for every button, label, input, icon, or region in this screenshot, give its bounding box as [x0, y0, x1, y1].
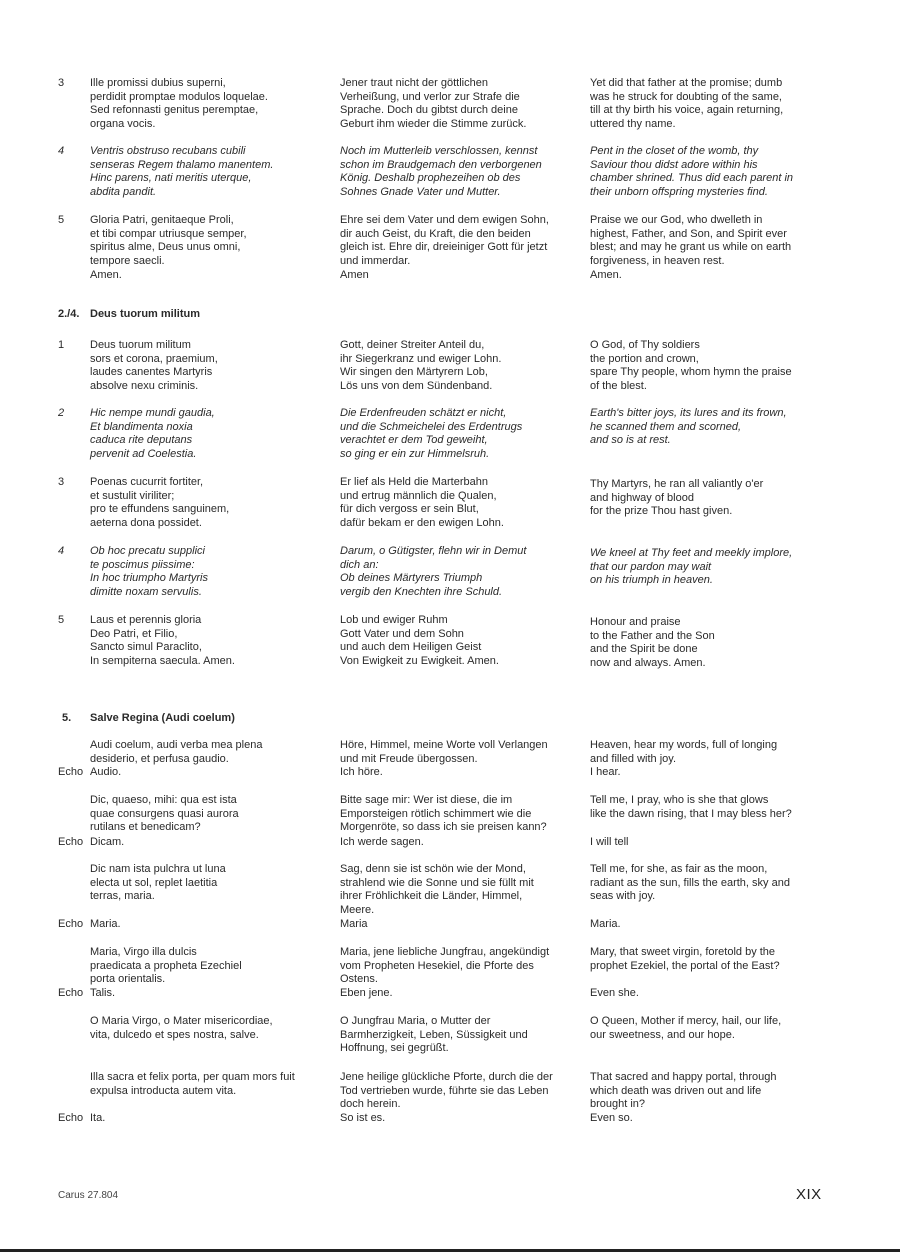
stanza-number: 1	[58, 339, 65, 351]
stanza-number: 3	[58, 77, 65, 89]
echo-german: Ich höre.	[340, 766, 383, 778]
german-text: Er lief als Held die Marterbahn und ertrug männlich die Qualen, für dich vergoss er sein Blut, dafür bekam er den ewigen Lohn.	[340, 476, 504, 530]
german-text: Die Erdenfreuden schätzt er nicht, und die Schmeichelei des Erdentrugs verachtet er dem Tod geweiht, so ging er ein zur Himmelsruh.	[340, 407, 523, 461]
echo-label: Echo	[58, 1112, 84, 1124]
german-text: Gott, deiner Streiter Anteil du, ihr Siegerkranz und ewiger Lohn. Wir singen den Märtyrern Lob, Lös uns von dem Sündenband.	[340, 339, 502, 393]
german-text: Sag, denn sie ist schön wie der Mond, strahlend wie die Sonne und sie füllt mit ihrer Fröhlichkeit die Länder, Himmel, Meere.	[340, 863, 534, 917]
echo-latin: Maria.	[90, 918, 121, 930]
latin-text: Dic, quaeso, mihi: qua est ista quae consurgens quasi aurora rutilans et benedicam?	[90, 794, 239, 834]
stanza-number: 2	[58, 407, 65, 419]
latin-text: Laus et perennis gloria Deo Patri, et Filio, Sancto simul Paraclito, In sempiterna saecula. Amen.	[90, 614, 235, 668]
latin-text: Ob hoc precatu supplici te poscimus piissime: In hoc triumpho Martyris dimitte noxam servulis.	[90, 545, 208, 599]
english-text: Tell me, I pray, who is she that glows like the dawn rising, that I may bless her?	[590, 794, 792, 820]
german-text: Höre, Himmel, meine Worte voll Verlangen und mit Freude übergossen.	[340, 739, 548, 765]
english-text: O God, of Thy soldiers the portion and crown, spare Thy people, whom hymn the praise of the blest.	[590, 339, 792, 393]
echo-english: Even so.	[590, 1112, 633, 1124]
german-text: Maria, jene liebliche Jungfrau, angekündigt vom Propheten Hesekiel, die Pforte des Ostens.	[340, 946, 550, 986]
english-text: Praise we our God, who dwelleth in highest, Father, and Son, and Spirit ever blest; and may he grant us while on earth forgiveness, in heaven rest. Amen.	[590, 214, 792, 281]
section-number: 2./4.	[58, 308, 80, 320]
english-text: Yet did that father at the promise; dumb was he struck for doubting of the same, till at thy birth his voice, again returning, uttered thy name.	[590, 77, 784, 131]
latin-text: Hic nempe mundi gaudia, Et blandimenta noxia caduca rite deputans pervenit ad Coelestia.	[90, 407, 215, 461]
english-text: That sacred and happy portal, through which death was driven out and life brought in?	[590, 1071, 777, 1111]
german-text: Jene heilige glückliche Pforte, durch die der Tod vertrieben wurde, führte sie das Leben doch herein.	[340, 1071, 553, 1111]
english-text: Honour and praise to the Father and the Son and the Spirit be done now and always. Amen.	[590, 616, 715, 670]
echo-label: Echo	[58, 987, 84, 999]
echo-english: Maria.	[590, 918, 621, 930]
latin-text: O Maria Virgo, o Mater misericordiae, vita, dulcedo et spes nostra, salve.	[90, 1015, 273, 1041]
english-text: O Queen, Mother if mercy, hail, our life, our sweetness, and our hope.	[590, 1015, 782, 1041]
echo-german: So ist es.	[340, 1112, 386, 1124]
stanza-number: 4	[58, 145, 65, 157]
german-text: Noch im Mutterleib verschlossen, kennst schon im Braudgemach den verborgenen König. Deshalb prophezeihen ob des Sohnes Gnade Vater und Mutter.	[340, 145, 542, 199]
latin-text: Audi coelum, audi verba mea plena desiderio, et perfusa gaudio.	[90, 739, 263, 765]
echo-english: Even she.	[590, 987, 639, 999]
echo-latin: Talis.	[90, 987, 116, 999]
english-text: Heaven, hear my words, full of longing and filled with joy.	[590, 739, 778, 765]
latin-text: Illa sacra et felix porta, per quam mors fuit expulsa introducta autem vita.	[90, 1071, 295, 1097]
english-text: Earth's bitter joys, its lures and its frown, he scanned them and scorned, and so is at rest.	[590, 407, 787, 447]
echo-german: Maria	[340, 918, 368, 930]
german-text: O Jungfrau Maria, o Mutter der Barmherzigkeit, Leben, Süssigkeit und Hoffnung, sei gegrüßt.	[340, 1015, 528, 1055]
section-title: Salve Regina (Audi coelum)	[90, 712, 235, 724]
echo-english: I will tell	[590, 836, 629, 848]
section-number: 5.	[62, 712, 72, 724]
latin-text: Ventris obstruso recubans cubili senseras Regem thalamo manentem. Hinc parens, nati meritis uterque, abdita pandit.	[90, 145, 274, 199]
english-text: Mary, that sweet virgin, foretold by the prophet Ezekiel, the portal of the East?	[590, 946, 780, 972]
stanza-number: 4	[58, 545, 65, 557]
stanza-number: 5	[58, 614, 65, 626]
german-text: Jener traut nicht der göttlichen Verheißung, und verlor zur Strafe die Sprache. Doch du gibtst durch deine Geburt ihm wieder die Stimme zurück.	[340, 77, 527, 131]
echo-label: Echo	[58, 766, 84, 778]
catalog-number: Carus 27.804	[58, 1190, 119, 1201]
section-title: Deus tuorum militum	[90, 308, 201, 320]
stanza-number: 3	[58, 476, 65, 488]
english-text: Pent in the closet of the womb, thy Saviour thou didst adore within his chamber shrined. Thus did each parent in their unborn offspring mysteries find.	[590, 145, 794, 199]
echo-german: Ich werde sagen.	[340, 836, 424, 848]
latin-text: Ille promissi dubius superni, perdidit promptae modulos loquelae. Sed refonnasti genitus peremptae, organa vocis.	[90, 77, 268, 131]
latin-text: Dic nam ista pulchra ut luna electa ut sol, replet laetitia terras, maria.	[90, 863, 226, 903]
stanza-number: 5	[58, 214, 65, 226]
english-text: We kneel at Thy feet and meekly implore, that our pardon may wait on his triumph in heaven.	[590, 547, 793, 587]
echo-latin: Dicam.	[90, 836, 125, 848]
english-text: Thy Martyrs, he ran all valiantly o'er and highway of blood for the prize Thou hast given.	[590, 478, 764, 518]
echo-label: Echo	[58, 836, 84, 848]
latin-text: Deus tuorum militum sors et corona, praemium, laudes canentes Martyris absolve nexu criminis.	[90, 339, 218, 393]
echo-label: Echo	[58, 918, 84, 930]
german-text: Darum, o Gütigster, flehn wir in Demut dich an: Ob deines Märtyrers Triumph vergib den Knechten ihre Schuld.	[340, 545, 527, 599]
echo-german: Eben jene.	[340, 987, 393, 999]
latin-text: Gloria Patri, genitaeque Proli, et tibi compar utriusque semper, spiritus alme, Deus unus omni, tempore saecli. Amen.	[90, 214, 247, 281]
english-text: Tell me, for she, as fair as the moon, radiant as the sun, fills the earth, sky and seas with joy.	[590, 863, 790, 903]
latin-text: Poenas cucurrit fortiter, et sustulit viriliter; pro te effundens sanguinem, aeterna dona possidet.	[90, 476, 230, 530]
echo-latin: Audio.	[90, 766, 122, 778]
echo-english: I hear.	[590, 766, 621, 778]
page-number: XIX	[796, 1186, 822, 1203]
latin-text: Maria, Virgo illa dulcis praedicata a propheta Ezechiel porta orientalis.	[90, 946, 242, 986]
echo-latin: Ita.	[90, 1112, 106, 1124]
german-text: Ehre sei dem Vater und dem ewigen Sohn, dir auch Geist, du Kraft, die den beiden gleich ist. Ehre dir, dreieiniger Gott für jetzt und immerdar. Amen	[340, 214, 549, 281]
german-text: Bitte sage mir: Wer ist diese, die im Emporsteigen rötlich schimmert wie die Morgenröte, so dass ich sie preisen kann?	[340, 794, 547, 834]
german-text: Lob und ewiger Ruhm Gott Vater und dem Sohn und auch dem Heiligen Geist Von Ewigkeit zu Ewigkeit. Amen.	[340, 614, 499, 668]
